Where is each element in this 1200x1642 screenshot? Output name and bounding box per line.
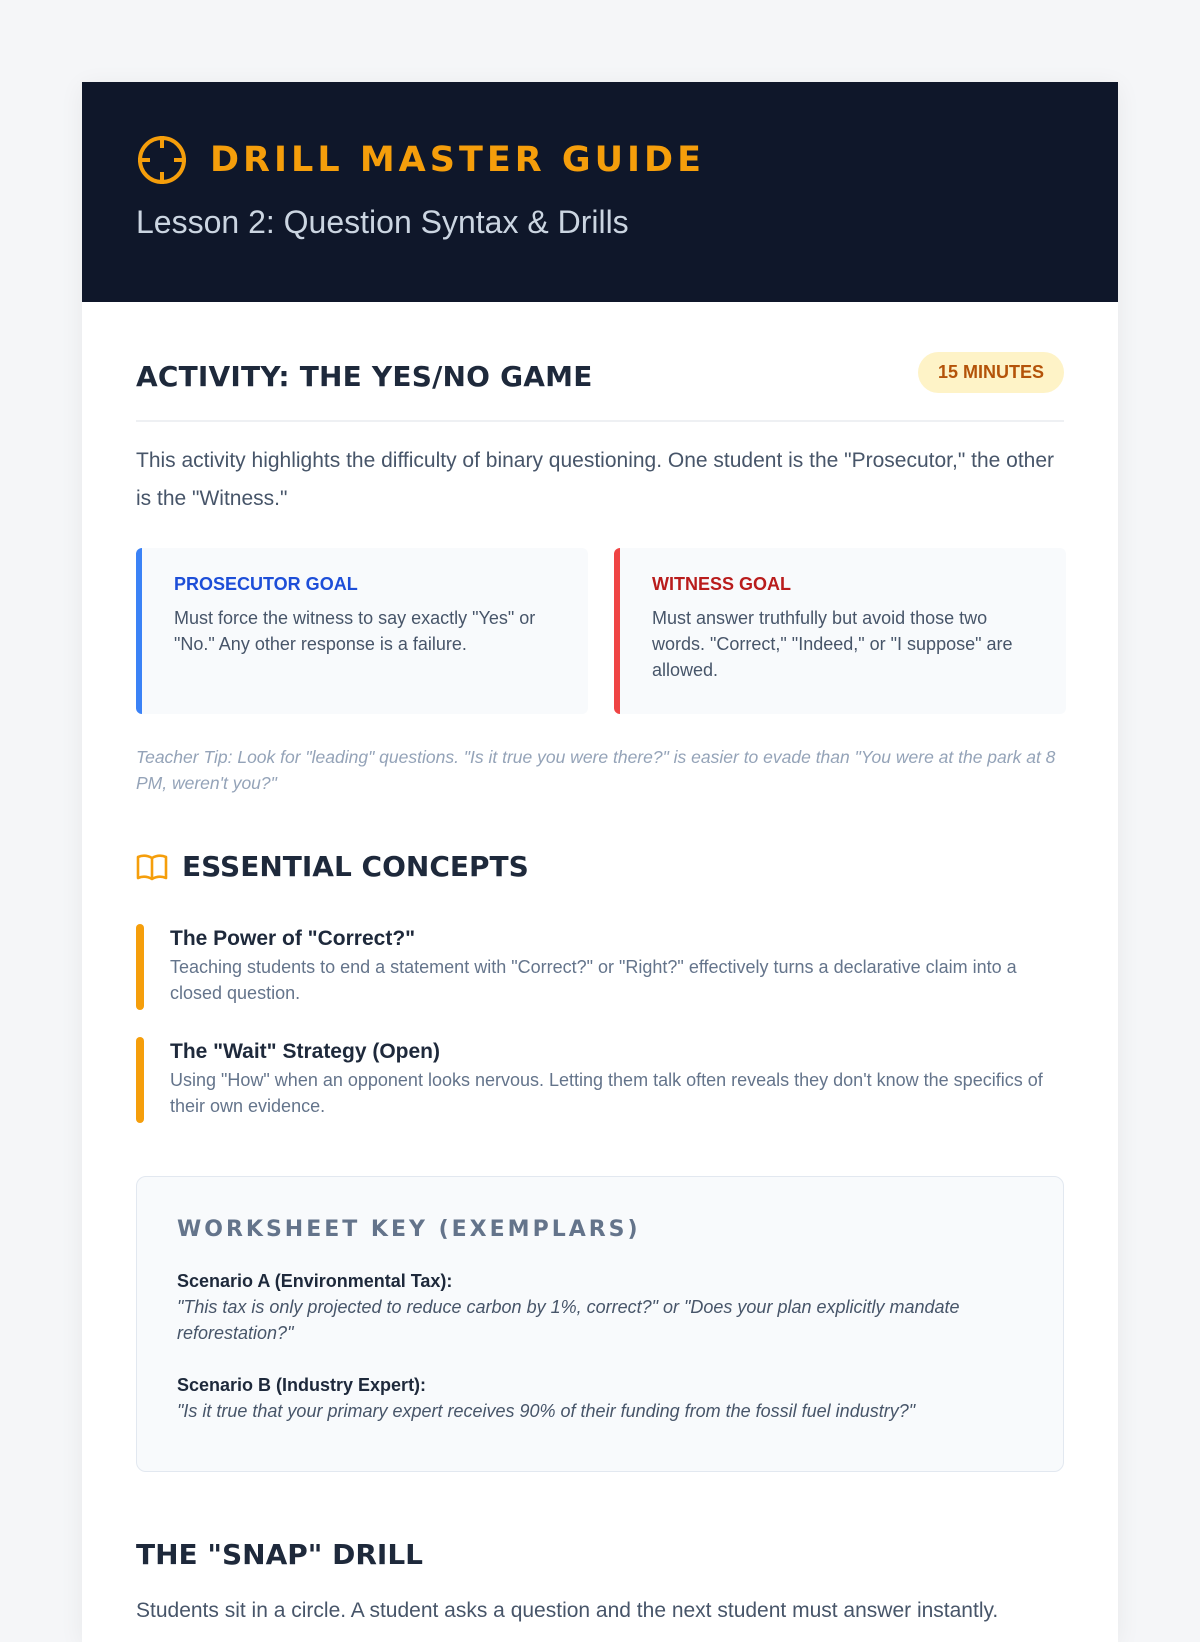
concept-item xyxy=(136,924,1064,1010)
scenario-label: Scenario A (Environmental Tax): xyxy=(177,1271,453,1291)
concept-title: The "Wait" Strategy (Open) xyxy=(170,1040,440,1063)
scenario-answer: "Is it true that your primary expert receives 90% of their funding from the fossil fuel industry?" xyxy=(177,1401,916,1421)
page-subtitle: Lesson 2: Question Syntax & Drills xyxy=(136,204,629,240)
activity-header xyxy=(136,360,1064,422)
header-banner xyxy=(82,82,1118,302)
scenario-answer: "This tax is only projected to reduce carbon by 1%, correct?" or "Does your plan explicitly mandate reforestation?" xyxy=(177,1297,960,1343)
concept-item xyxy=(136,1037,1064,1123)
concept-title: The Power of "Correct?" xyxy=(170,927,416,950)
activity-title: ACTIVITY: THE YES/NO GAME xyxy=(136,360,593,393)
concepts-title: ESSENTIAL CONCEPTS xyxy=(182,850,529,883)
concepts-header xyxy=(136,850,529,883)
prosecutor-goal-label: PROSECUTOR GOAL xyxy=(174,574,358,594)
snap-drill-title: THE "SNAP" DRILL xyxy=(136,1538,424,1571)
snap-drill-text: Students sit in a circle. A student asks a question and the next student must answer instantly. xyxy=(136,1599,999,1622)
concept-text: Teaching students to end a statement with "Correct?" or "Right?" effectively turns a declarative claim into a closed question. xyxy=(170,957,1017,1003)
guide-card xyxy=(82,82,1118,1642)
worksheet-key-box xyxy=(136,1176,1064,1472)
scenario-label: Scenario B (Industry Expert): xyxy=(177,1375,427,1395)
witness-goal-card xyxy=(614,548,1066,714)
prosecutor-goal-text: Must force the witness to say exactly "Yes" or "No." Any other response is a failure. xyxy=(174,608,536,654)
page-title: DRILL MASTER GUIDE xyxy=(210,140,705,180)
duration-badge: 15 MINUTES xyxy=(918,352,1064,393)
witness-goal-label: WITNESS GOAL xyxy=(652,574,791,594)
concept-accent-bar xyxy=(136,924,144,1010)
crosshair-icon xyxy=(136,134,188,186)
concept-accent-bar xyxy=(136,1037,144,1123)
witness-goal-text: Must answer truthfully but avoid those two words. "Correct," "Indeed," or "I suppose" are allowed. xyxy=(652,608,1013,680)
concept-text: Using "How" when an opponent looks nervous. Letting them talk often reveals they don't know the specifics of their own evidence. xyxy=(170,1070,1043,1116)
header-title-row xyxy=(136,134,705,186)
worksheet-title: WORKSHEET KEY (EXEMPLARS) xyxy=(177,1217,641,1242)
prosecutor-goal-card xyxy=(136,548,588,714)
teacher-tip: Teacher Tip: Look for "leading" questions. "Is it true you were there?" is easier to evade than "You were at the park at 8 PM, weren't you?" xyxy=(136,747,1056,793)
book-icon xyxy=(136,853,168,881)
activity-intro: This activity highlights the difficulty of binary questioning. One student is the "Prosecutor," the other is the "Witness." xyxy=(136,449,1055,510)
